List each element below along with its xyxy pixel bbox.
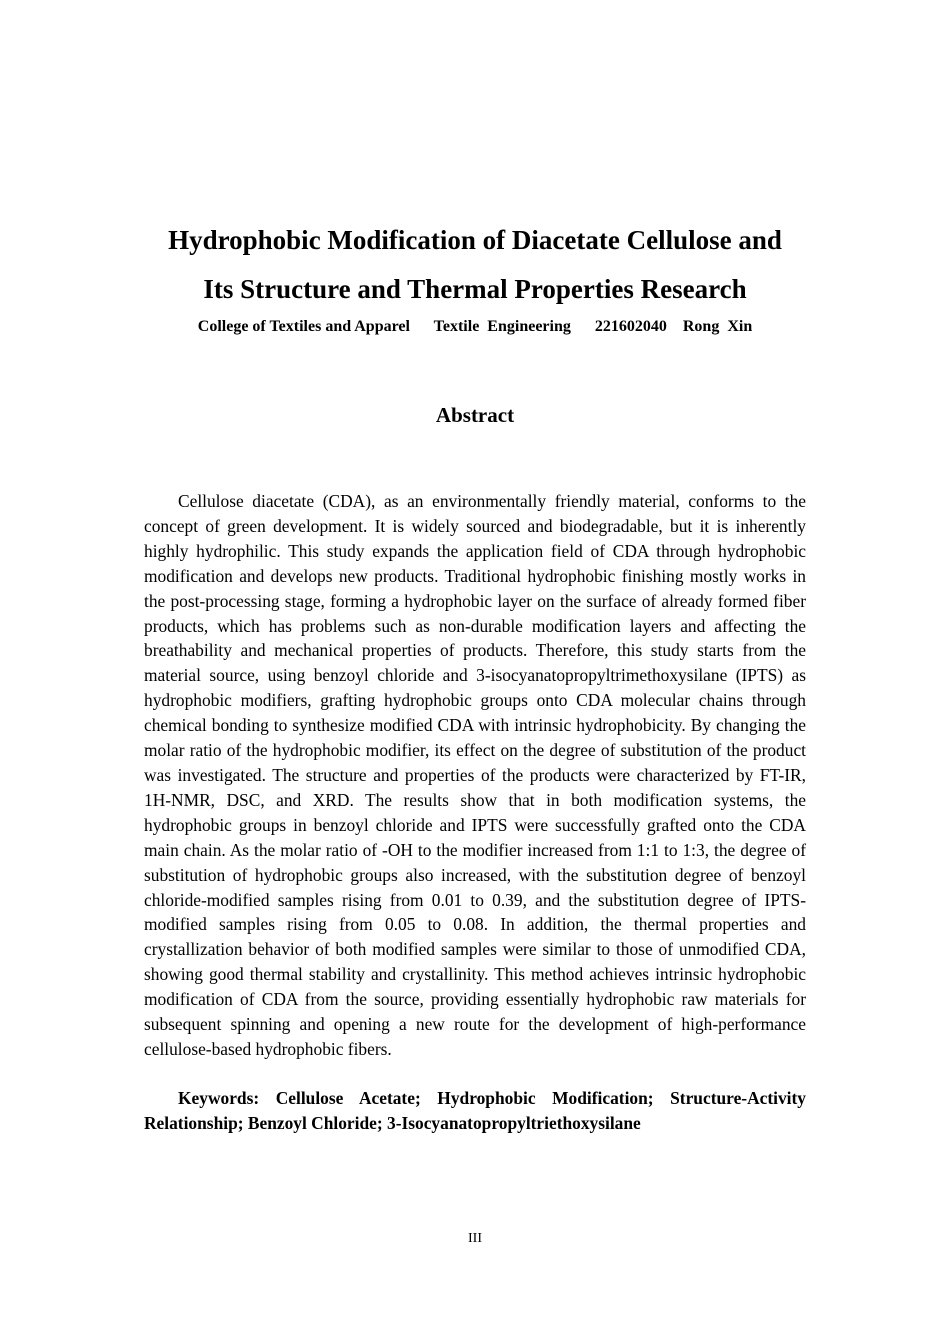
paper-title-line-1: Hydrophobic Modification of Diacetate Cellulose and bbox=[168, 225, 782, 255]
byline-student-id: 221602040 bbox=[594, 318, 667, 335]
page-number: III bbox=[468, 1231, 482, 1246]
keywords-paragraph: Keywords: Cellulose Acetate; Hydrophobic Modification; Structure-Activity Relationship; Benzoyl Chloride; 3-Isocyanatopropyltriethoxysilane bbox=[144, 1088, 806, 1133]
author-byline bbox=[0, 316, 950, 338]
byline-major: Textile Engineering bbox=[433, 318, 571, 335]
byline-author: Rong Xin bbox=[682, 318, 753, 335]
abstract-body: Cellulose diacetate (CDA), as an environmentally friendly material, conforms to the concept of green development. It is widely sourced and biodegradable, but it is inherently highly hydrophilic. This study expands the application field of CDA through hydrophobic modification and develops new products. Traditional hydrophobic finishing mostly works in the post-processing stage, forming a hydrophobic layer on the surface of already formed fiber products, which has problems such as non-durable modification layers and affecting the breathability and mechanical properties of products. Therefore, this study starts from the material source, using benzoyl chloride and 3-isocyanatopropyltrimethoxysilane (IPTS) as hydrophobic modifiers, grafting hydrophobic groups onto CDA molecular chains through chemical bonding to synthesize modified CDA with intrinsic hydrophobicity. By changing the molar ratio of the hydrophobic modifier, its effect on the degree of substitution of the product was investigated. The structure and properties of the products were characterized by FT-IR, 1H-NMR, DSC, and XRD. The results show that in both modification systems, the hydrophobic groups in benzoyl chloride and IPTS were successfully grafted onto the CDA main chain. As the molar ratio of -OH to the modifier increased from 1:1 to 1:3, the degree of substitution of hydrophobic groups also increased, with the substitution degree of benzoyl chloride-modified samples rising from 0.01 to 0.39, and the substitution degree of IPTS-modified samples rising from 0.05 to 0.08. In addition, the thermal properties and crystallization behavior of both modified samples were similar to those of unmodified CDA, showing good thermal stability and crystallinity. This method achieves intrinsic hydrophobic modification of CDA from the source, providing essentially hydrophobic raw materials for subsequent spinning and opening a new route for the development of high-performance cellulose-based hydrophobic fibers. bbox=[144, 491, 806, 1059]
byline-college: College of Textiles and Apparel bbox=[197, 318, 410, 335]
abstract-heading: Abstract bbox=[435, 403, 515, 427]
paper-title bbox=[0, 216, 950, 314]
paper-title-line-2: Its Structure and Thermal Properties Research bbox=[203, 274, 747, 304]
